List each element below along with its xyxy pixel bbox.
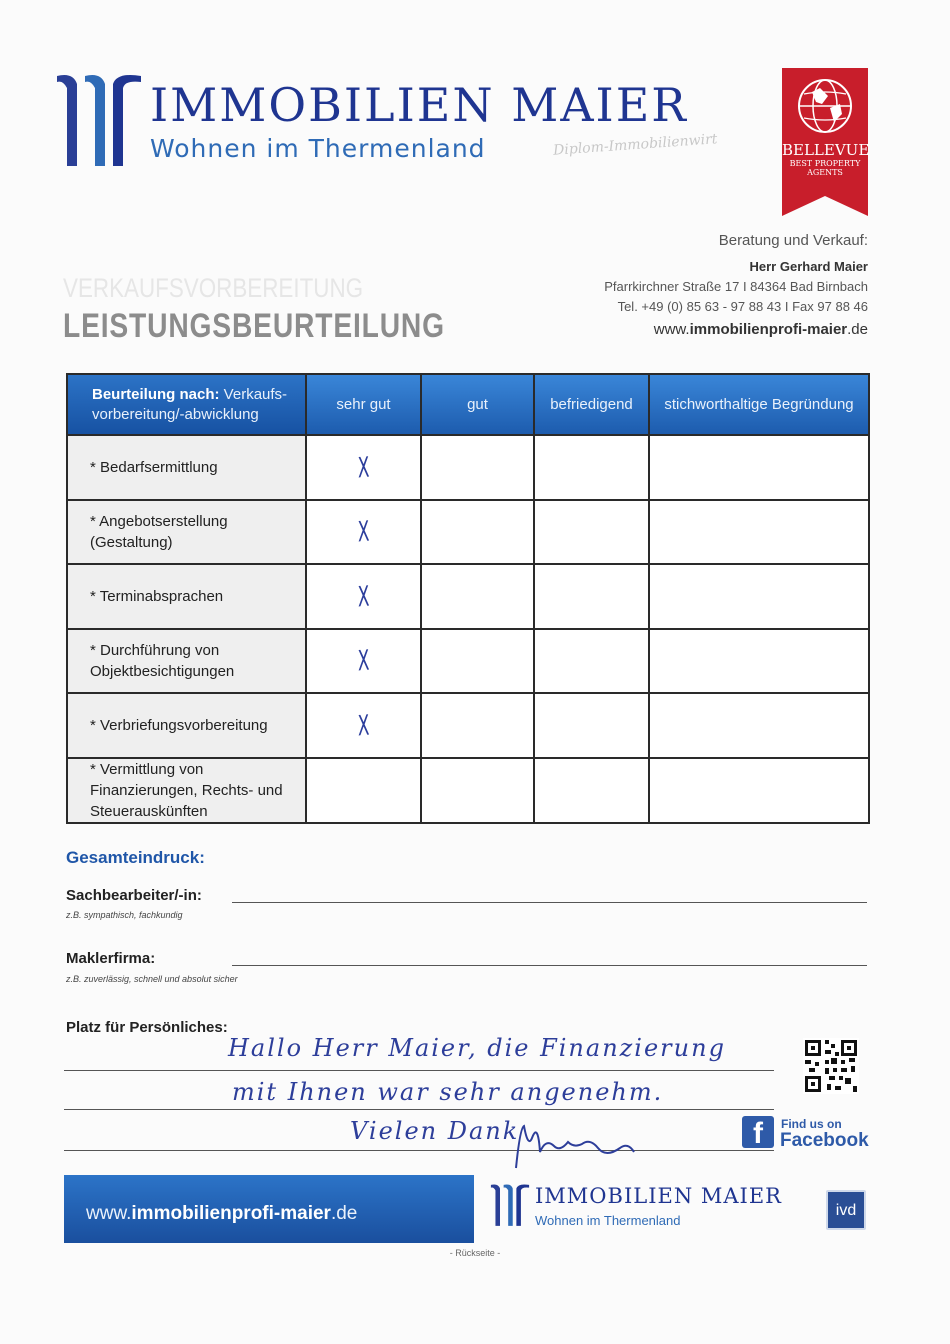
header-befriedigend: befriedigend	[534, 374, 649, 435]
cell-sehr-gut[interactable]	[306, 500, 421, 565]
footer-brand-subtitle: Wohnen im Thermenland	[535, 1213, 681, 1228]
table-row	[67, 629, 869, 694]
personal-line-1[interactable]	[64, 1070, 774, 1071]
agent-hint: z.B. sympathisch, fachkundig	[66, 910, 183, 920]
logo-mark-icon	[490, 1178, 530, 1230]
cell-begruendung[interactable]	[649, 693, 869, 758]
rating-table	[66, 373, 870, 824]
table-header-row	[67, 374, 869, 435]
firm-hint: z.B. zuverlässig, schnell und absolut sicher	[66, 974, 238, 984]
header-sehr-gut: sehr gut	[306, 374, 421, 435]
bellevue-badge-text	[782, 143, 868, 177]
page-note: - Rückseite -	[449, 1248, 501, 1258]
brand-title: IMMOBILIEN MAIER	[150, 78, 688, 132]
firm-input-line[interactable]	[232, 965, 867, 966]
facebook-find-us: Find us on	[781, 1117, 842, 1131]
contact-block	[604, 233, 868, 337]
footer-brand-logo	[490, 1178, 820, 1238]
checkmark: X	[357, 579, 370, 614]
cell-gut[interactable]	[421, 693, 534, 758]
cell-gut[interactable]	[421, 435, 534, 500]
cell-begruendung[interactable]	[649, 758, 869, 823]
handwritten-line-3: Vielen Dank	[350, 1117, 520, 1145]
qr-code-icon[interactable]	[803, 1038, 859, 1094]
cell-gut[interactable]	[421, 564, 534, 629]
handwritten-line-1: Hallo Herr Maier, die Finanzierung	[228, 1034, 726, 1062]
cell-befriedigend[interactable]	[534, 629, 649, 694]
personal-line-2[interactable]	[64, 1109, 774, 1110]
cell-sehr-gut[interactable]	[306, 435, 421, 500]
facebook-icon: f	[742, 1116, 774, 1148]
personal-label: Platz für Persönliches:	[66, 1019, 228, 1036]
footer-website-bar[interactable]	[64, 1175, 474, 1243]
cell-sehr-gut[interactable]	[306, 564, 421, 629]
cell-begruendung[interactable]	[649, 435, 869, 500]
checkmark: X	[357, 450, 370, 485]
header-begruendung: stichworthaltige Begründung	[649, 374, 869, 435]
agent-label: Sachbearbeiter/-in:	[66, 887, 202, 904]
checkmark: X	[357, 643, 370, 678]
signature-icon	[510, 1118, 640, 1174]
header-gut: gut	[421, 374, 534, 435]
header-criteria: Beurteilung nach: Verkaufs-vorbereitung/-abwicklung	[67, 374, 306, 435]
contact-website[interactable]: www.immobilienprofi-maier.de	[653, 321, 868, 338]
overall-heading: Gesamteindruck:	[66, 848, 205, 867]
row-label: * Vermittlung von Finanzierungen, Rechts- und Steuerauskünften	[67, 758, 306, 823]
qualification-signature: Diplom-Immobilienwirt	[552, 131, 718, 159]
table-row	[67, 435, 869, 500]
cell-befriedigend[interactable]	[534, 500, 649, 565]
checkmark: X	[357, 708, 370, 743]
cell-befriedigend[interactable]	[534, 564, 649, 629]
contact-phone: Tel. +49 (0) 85 63 - 97 88 43 I Fax 97 88 46	[617, 299, 868, 314]
handwritten-line-2: mit Ihnen war sehr angenehm.	[232, 1078, 664, 1106]
row-label: * Bedarfsermittlung	[67, 435, 306, 500]
brand-logo	[55, 68, 715, 178]
table-row	[67, 500, 869, 565]
checkmark: X	[357, 514, 370, 549]
firm-label: Maklerfirma:	[66, 950, 156, 967]
badge-line2: BEST PROPERTY	[789, 159, 861, 168]
badge-line3: AGENTS	[807, 168, 843, 177]
cell-begruendung[interactable]	[649, 564, 869, 629]
ivd-logo: ivd	[826, 1190, 866, 1230]
cell-gut[interactable]	[421, 629, 534, 694]
cell-gut[interactable]	[421, 758, 534, 823]
cell-sehr-gut[interactable]	[306, 693, 421, 758]
cell-befriedigend[interactable]	[534, 435, 649, 500]
contact-name: Herr Gerhard Maier	[749, 259, 868, 274]
cell-befriedigend[interactable]	[534, 693, 649, 758]
facebook-link[interactable]	[742, 1116, 869, 1152]
ghost-title: VERKAUFSVORBEREITUNG	[63, 273, 364, 303]
facebook-label: Facebook	[780, 1130, 869, 1151]
contact-heading: Beratung und Verkauf:	[718, 232, 868, 249]
contact-address: Pfarrkirchner Straße 17 I 84364 Bad Birnbach	[604, 279, 868, 294]
badge-line1: BELLEVUE	[782, 141, 870, 159]
page-title: LEISTUNGSBEURTEILUNG	[63, 307, 445, 345]
cell-sehr-gut[interactable]	[306, 629, 421, 694]
row-label: * Angebotserstellung (Gestaltung)	[67, 500, 306, 565]
cell-sehr-gut[interactable]	[306, 758, 421, 823]
cell-befriedigend[interactable]	[534, 758, 649, 823]
table-row	[67, 693, 869, 758]
footer-website: www.immobilienprofi-maier.de	[86, 1203, 358, 1224]
table-row	[67, 564, 869, 629]
cell-begruendung[interactable]	[649, 629, 869, 694]
table-row	[67, 758, 869, 823]
footer-brand-title: IMMOBILIEN MAIER	[535, 1184, 782, 1208]
cell-begruendung[interactable]	[649, 500, 869, 565]
cell-gut[interactable]	[421, 500, 534, 565]
agent-input-line[interactable]	[232, 902, 867, 903]
brand-subtitle: Wohnen im Thermenland	[150, 134, 486, 163]
row-label: * Verbriefungsvorbereitung	[67, 693, 306, 758]
logo-mark-icon	[55, 68, 143, 168]
row-label: * Durchführung von Objektbesichtigungen	[67, 629, 306, 694]
personal-line-3[interactable]	[64, 1150, 774, 1151]
row-label: * Terminabsprachen	[67, 564, 306, 629]
